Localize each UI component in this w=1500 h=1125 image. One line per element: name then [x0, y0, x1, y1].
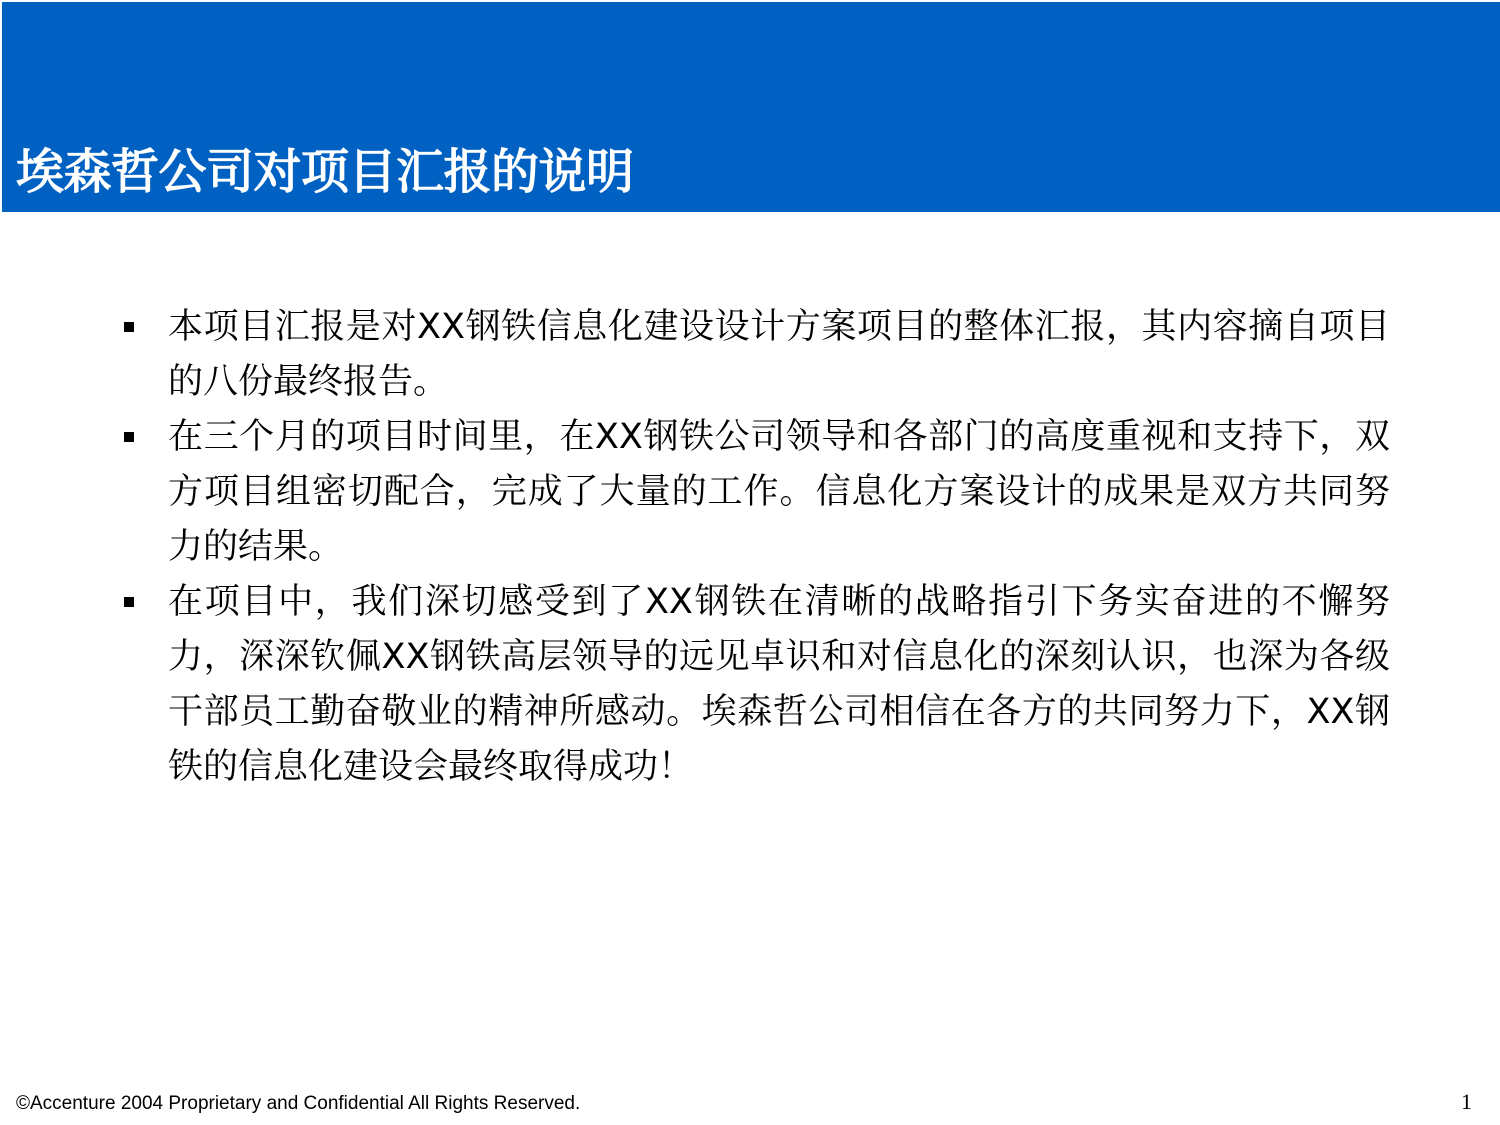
square-bullet-icon: [124, 597, 134, 607]
square-bullet-icon: [124, 432, 134, 442]
footer-copyright: ©Accenture 2004 Proprietary and Confidential All Rights Reserved.: [16, 1093, 581, 1114]
slide-title: 埃森哲公司对项目汇报的说明: [16, 144, 634, 200]
bullet-item: [120, 300, 1390, 410]
square-bullet-icon: [124, 322, 134, 332]
bullet-text: 在三个月的项目时间里，在XX钢铁公司领导和各部门的高度重视和支持下，双方项目组密切配合，完成了大量的工作。信息化方案设计的成果是双方共同努力的结果。: [168, 417, 1390, 567]
bullet-text: 本项目汇报是对XX钢铁信息化建设设计方案项目的整体汇报，其内容摘自项目的八份最终报告。: [168, 307, 1390, 402]
bullet-list: [120, 300, 1390, 795]
bullet-text: 在项目中，我们深切感受到了XX钢铁在清晰的战略指引下务实奋进的不懈努力，深深钦佩XX钢铁高层领导的远见卓识和对信息化的深刻认识，也深为各级干部员工勤奋敬业的精神所感动。埃森哲公司相信在各方的共同努力下，XX钢铁的信息化建设会最终取得成功！: [168, 582, 1390, 787]
bullet-item: [120, 410, 1390, 575]
bullet-item: [120, 575, 1390, 795]
page-number: 1: [1461, 1089, 1472, 1114]
